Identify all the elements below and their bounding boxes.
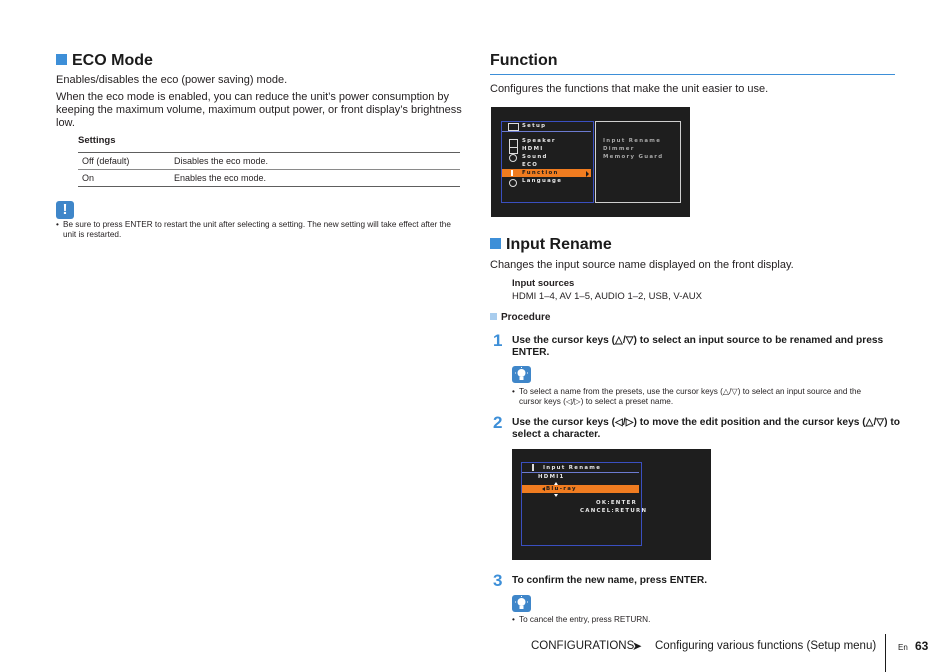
step-3-text: To confirm the new name, press ENTER. — [512, 575, 708, 586]
input-rename-desc: Changes the input source name displayed on the front display. — [490, 259, 794, 271]
settings-row-2-desc: Enables the eco mode. — [174, 173, 267, 183]
setup-submenu-dimmer: Dimmer — [603, 146, 635, 152]
cursor-left-icon — [542, 487, 545, 491]
setup-menu-panel — [501, 121, 594, 203]
setup-menu-function[interactable]: Function — [522, 170, 559, 176]
setup-menu-speaker: Speaker — [522, 138, 556, 144]
rename-name-highlight — [522, 485, 639, 493]
setup-header: Setup — [522, 123, 547, 129]
warning-text-a: Be sure to press ENTER to restart the unit after selecting a setting. The new setting will take effect after the — [63, 220, 451, 229]
setup-screen — [491, 107, 690, 217]
settings-label: Settings — [78, 135, 116, 146]
hdmi-icon — [509, 147, 518, 154]
input-sources-value: HDMI 1–4, AV 1–5, AUDIO 1–2, USB, V-AUX — [512, 291, 702, 302]
warning-text-b: unit is restarted. — [63, 230, 122, 239]
step-3-number: 3 — [493, 571, 503, 590]
step-2-text-b: select a character. — [512, 429, 601, 440]
function-icon — [511, 170, 513, 176]
settings-row-1-name: Off (default) — [82, 156, 130, 166]
warning-icon: ! — [56, 201, 74, 219]
procedure-heading: Procedure — [490, 312, 550, 323]
hint-lightbulb-icon-2 — [512, 595, 531, 612]
input-rename-screen — [512, 449, 711, 560]
eco-mode-heading: ECO Mode — [56, 52, 153, 70]
footer-arrow-icon: ➤ — [632, 639, 643, 653]
function-heading-rule — [490, 74, 895, 75]
rename-name-field[interactable]: Blu-ray — [546, 486, 577, 492]
hint-1-text-a: To select a name from the presets, use the cursor keys (△/▽) to select an input source and the — [519, 387, 862, 396]
footer-subsection[interactable]: Configuring various functions (Setup menu) — [655, 640, 877, 652]
settings-row-2-name: On — [82, 173, 95, 183]
hint-1-text-b: cursor keys (◁/▷) to select a preset name. — [519, 397, 674, 406]
settings-rule-bottom — [78, 186, 460, 187]
footer-section[interactable]: CONFIGURATIONS — [531, 640, 635, 652]
setup-menu-sound: Sound — [522, 154, 548, 160]
settings-rule-mid — [78, 169, 460, 170]
step-2-text-a: Use the cursor keys (◁/▷) to move the edit position and the cursor keys (△/▽) to — [512, 417, 900, 428]
rename-header-icon — [532, 464, 534, 471]
setup-submenu-memory-guard: Memory Guard — [603, 154, 664, 160]
eco-desc-2b: keeping the maximum volume, maximum output power, or front display’s brightness — [56, 104, 462, 116]
rename-header-rule — [522, 472, 639, 473]
section-square-icon — [56, 54, 67, 65]
eco-desc-2c: low. — [56, 117, 75, 129]
setup-menu-hdmi: HDMI — [522, 146, 544, 152]
setup-header-rule — [502, 131, 591, 132]
hint-2-bullet: • — [512, 615, 515, 624]
procedure-square-icon — [490, 313, 497, 320]
page-number: 63 — [915, 639, 929, 653]
setup-submenu-panel — [595, 121, 681, 203]
language-icon — [509, 179, 517, 187]
caret-down-icon — [554, 494, 558, 497]
hint-lightbulb-icon — [512, 366, 531, 383]
step-1-number: 1 — [493, 331, 503, 350]
rename-source: HDMI1 — [538, 474, 565, 480]
input-sources-label: Input sources — [512, 278, 575, 289]
eco-desc-1: Enables/disables the eco (power saving) mode. — [56, 74, 288, 86]
rename-header: Input Rename — [543, 465, 602, 471]
footer-lang: En — [898, 643, 908, 652]
section-square-icon — [490, 238, 501, 249]
function-heading: Function — [490, 52, 558, 69]
hint-2-text: To cancel the entry, press RETURN. — [519, 615, 651, 624]
setup-menu-language: Language — [522, 178, 563, 184]
rename-cancel-hint: CANCEL:RETURN — [580, 508, 648, 514]
step-1-text-a: Use the cursor keys (△/▽) to select an input source to be renamed and press — [512, 335, 884, 346]
eco-desc-2a: When the eco mode is enabled, you can reduce the unit’s power consumption by — [56, 91, 449, 103]
rename-ok-hint: OK:ENTER — [596, 500, 638, 506]
input-rename-heading: Input Rename — [490, 236, 612, 254]
step-2-number: 2 — [493, 413, 503, 432]
settings-row-1-desc: Disables the eco mode. — [174, 156, 269, 166]
settings-rule-top — [78, 152, 460, 153]
setup-menu-eco: ECO — [522, 162, 539, 168]
setup-header-icon — [508, 123, 519, 131]
function-desc: Configures the functions that make the unit easier to use. — [490, 83, 769, 95]
step-1-text-b: ENTER. — [512, 347, 550, 358]
chevron-right-icon — [586, 171, 589, 177]
sound-icon — [509, 154, 517, 162]
footer-divider — [885, 634, 886, 672]
hint-1-bullet: • — [512, 387, 515, 396]
warning-bullet: • — [56, 220, 59, 229]
setup-submenu-input-rename: Input Rename — [603, 138, 662, 144]
